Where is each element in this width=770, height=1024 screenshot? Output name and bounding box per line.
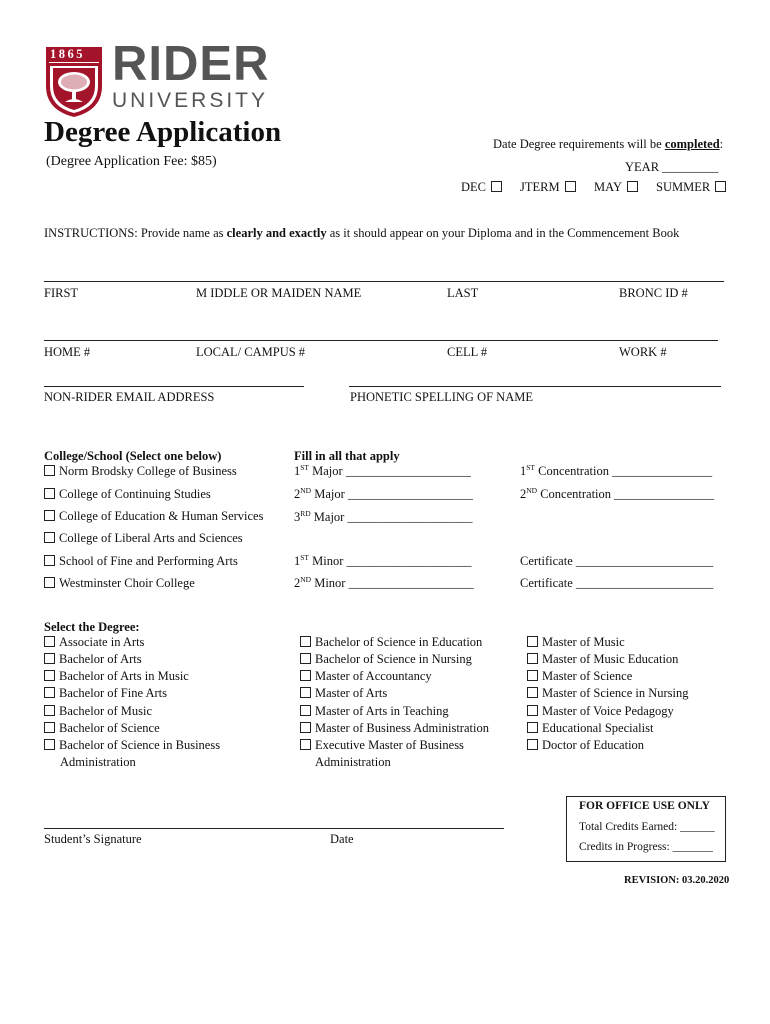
- college-heading: College/School (Select one below): [44, 449, 222, 463]
- degree-checkbox[interactable]: [44, 636, 55, 647]
- degree-option[interactable]: Master of Arts in Teaching: [300, 704, 449, 719]
- date-label: Date: [330, 832, 354, 846]
- degree-checkbox[interactable]: [300, 739, 311, 750]
- office-use-box: [566, 796, 726, 862]
- term-may[interactable]: [594, 180, 638, 195]
- term-may-checkbox[interactable]: [627, 181, 638, 192]
- revision-label: REVISION: 03.20.2020: [624, 875, 730, 886]
- cell-phone-label: CELL #: [447, 345, 488, 359]
- completion-label-suffix: :: [719, 137, 724, 151]
- home-phone-label: HOME #: [44, 345, 91, 359]
- term-dec-label: DEC: [461, 180, 486, 194]
- degree-option[interactable]: Master of Business Administration: [300, 721, 489, 736]
- concentration-1-field[interactable]: 1ST Concentration ________________: [520, 463, 713, 479]
- page-title: Degree Application: [44, 116, 282, 148]
- college-option-label: College of Liberal Arts and Sciences: [59, 531, 243, 545]
- degree-heading: Select the Degree:: [44, 620, 140, 634]
- degree-checkbox[interactable]: [527, 670, 538, 681]
- college-checkbox[interactable]: [44, 532, 55, 543]
- degree-option[interactable]: Bachelor of Science in Nursing: [300, 652, 472, 667]
- phonetic-label: PHONETIC SPELLING OF NAME: [350, 390, 533, 404]
- instructions-text: INSTRUCTIONS: Provide name as: [44, 226, 227, 240]
- degree-option[interactable]: Bachelor of Music: [44, 704, 152, 719]
- term-dec-checkbox[interactable]: [491, 181, 502, 192]
- certificate-2-field[interactable]: Certificate ______________________: [520, 576, 714, 590]
- instructions-emph: clearly and exactly: [226, 226, 327, 240]
- term-summer[interactable]: [656, 180, 726, 195]
- minor-1-field[interactable]: 1ST Minor ____________________: [294, 553, 472, 569]
- degree-option[interactable]: Doctor of Education: [527, 738, 644, 753]
- term-dec[interactable]: [461, 180, 502, 195]
- logo-year: 1865: [50, 47, 85, 61]
- credits-earned-field[interactable]: Total Credits Earned: ______: [579, 821, 715, 833]
- college-option[interactable]: [44, 464, 237, 479]
- degree-option[interactable]: Master of Music: [527, 635, 625, 650]
- degree-option[interactable]: Executive Master of Business: [300, 738, 464, 753]
- college-option-label: School of Fine and Performing Arts: [59, 554, 238, 568]
- degree-checkbox[interactable]: [44, 722, 55, 733]
- college-option-label: Norm Brodsky College of Business: [59, 464, 237, 478]
- college-option-label: College of Continuing Studies: [59, 487, 211, 501]
- campus-phone-label: LOCAL/ CAMPUS #: [196, 345, 306, 359]
- term-may-label: MAY: [594, 180, 623, 194]
- degree-option[interactable]: Master of Science: [527, 669, 632, 684]
- term-summer-label: SUMMER: [656, 180, 711, 194]
- minor-2-field[interactable]: 2ND Minor ____________________: [294, 575, 474, 591]
- term-jterm-label: JTERM: [520, 180, 560, 194]
- degree-checkbox[interactable]: [300, 670, 311, 681]
- phonetic-input-line[interactable]: [349, 386, 721, 387]
- office-heading: FOR OFFICE USE ONLY: [579, 800, 710, 812]
- college-checkbox[interactable]: [44, 577, 55, 588]
- degree-checkbox[interactable]: [44, 687, 55, 698]
- work-phone-label: WORK #: [619, 345, 667, 359]
- middle-name-label: M IDDLE OR MAIDEN NAME: [196, 286, 362, 300]
- concentration-2-field[interactable]: 2ND Concentration ________________: [520, 486, 715, 502]
- email-label: NON-RIDER EMAIL ADDRESS: [44, 390, 215, 404]
- degree-option[interactable]: Master of Voice Pedagogy: [527, 704, 674, 719]
- certificate-1-field[interactable]: Certificate ______________________: [520, 554, 714, 568]
- fill-heading: Fill in all that apply: [294, 449, 400, 463]
- instructions: [44, 226, 679, 241]
- first-name-label: FIRST: [44, 286, 79, 300]
- degree-checkbox[interactable]: [300, 722, 311, 733]
- instructions-suffix: as it should appear on your Diploma and in the Commencement Book: [326, 226, 680, 240]
- degree-option[interactable]: Educational Specialist: [527, 721, 653, 736]
- college-option[interactable]: [44, 554, 238, 569]
- term-jterm-checkbox[interactable]: [565, 181, 576, 192]
- degree-checkbox[interactable]: [527, 722, 538, 733]
- bronc-id-label: BRONC ID #: [619, 286, 688, 300]
- name-input-line[interactable]: [44, 281, 724, 282]
- college-option[interactable]: [44, 531, 243, 546]
- degree-option[interactable]: Master of Arts: [300, 686, 387, 701]
- college-checkbox[interactable]: [44, 510, 55, 521]
- completion-label: [493, 137, 723, 152]
- college-option[interactable]: [44, 487, 211, 502]
- degree-option[interactable]: Master of Science in Nursing: [527, 686, 689, 701]
- major-3-field[interactable]: 3RD Major ____________________: [294, 509, 473, 525]
- college-option[interactable]: [44, 509, 263, 524]
- logo-name-top: RIDER: [112, 37, 270, 91]
- degree-option-continued: Administration: [60, 755, 136, 769]
- logo-name-bottom: UNIVERSITY: [112, 89, 269, 112]
- degree-checkbox[interactable]: [300, 687, 311, 698]
- degree-checkbox[interactable]: [44, 653, 55, 664]
- degree-option[interactable]: Bachelor of Science in Education: [300, 635, 482, 650]
- credits-progress-field[interactable]: Credits in Progress: _______: [579, 841, 713, 853]
- last-name-label: LAST: [447, 286, 479, 300]
- degree-option[interactable]: Bachelor of Science in Business: [44, 738, 220, 753]
- degree-option-continued: Administration: [315, 755, 391, 769]
- college-checkbox[interactable]: [44, 465, 55, 476]
- degree-checkbox[interactable]: [300, 705, 311, 716]
- major-1-field[interactable]: 1ST Major ____________________: [294, 463, 471, 479]
- college-option-label: College of Education & Human Services: [59, 509, 264, 523]
- completion-label-emph: completed: [664, 137, 720, 151]
- degree-option[interactable]: Bachelor of Fine Arts: [44, 686, 167, 701]
- signature-line[interactable]: [44, 828, 504, 829]
- degree-option[interactable]: Bachelor of Science: [44, 721, 160, 736]
- year-field[interactable]: YEAR _________: [625, 160, 719, 174]
- degree-checkbox[interactable]: [527, 739, 538, 750]
- signature-label: Student’s Signature: [44, 832, 142, 846]
- degree-option[interactable]: Master of Music Education: [527, 652, 678, 667]
- degree-checkbox[interactable]: [300, 636, 311, 647]
- fee-note: (Degree Application Fee: $85): [46, 154, 217, 169]
- degree-checkbox[interactable]: [44, 670, 55, 681]
- college-option[interactable]: [44, 576, 195, 591]
- completion-label-text: Date Degree requirements will be: [493, 137, 665, 151]
- degree-option[interactable]: Master of Accountancy: [300, 669, 432, 684]
- degree-checkbox[interactable]: [300, 653, 311, 664]
- college-checkbox[interactable]: [44, 555, 55, 566]
- degree-checkbox[interactable]: [527, 653, 538, 664]
- degree-option[interactable]: Associate in Arts: [44, 635, 144, 650]
- degree-checkbox[interactable]: [44, 739, 55, 750]
- degree-checkbox[interactable]: [44, 705, 55, 716]
- degree-checkbox[interactable]: [527, 636, 538, 647]
- phone-input-line[interactable]: [44, 340, 718, 341]
- term-summer-checkbox[interactable]: [715, 181, 726, 192]
- college-checkbox[interactable]: [44, 488, 55, 499]
- college-option-label: Westminster Choir College: [59, 576, 195, 590]
- degree-checkbox[interactable]: [527, 705, 538, 716]
- degree-checkbox[interactable]: [527, 687, 538, 698]
- degree-option[interactable]: Bachelor of Arts: [44, 652, 142, 667]
- major-2-field[interactable]: 2ND Major ____________________: [294, 486, 473, 502]
- email-input-line[interactable]: [44, 386, 304, 387]
- degree-option[interactable]: Bachelor of Arts in Music: [44, 669, 189, 684]
- term-jterm[interactable]: [520, 180, 576, 195]
